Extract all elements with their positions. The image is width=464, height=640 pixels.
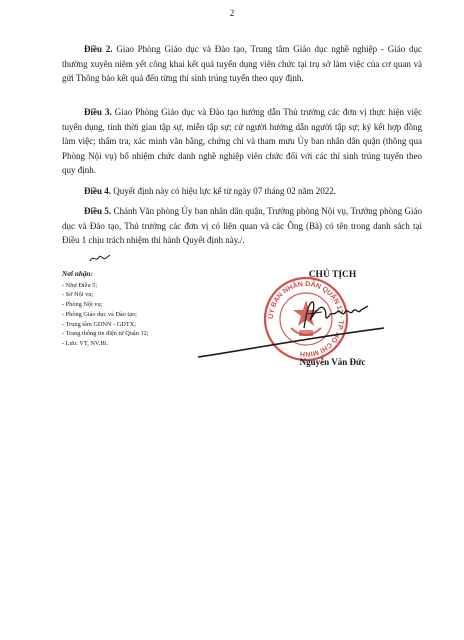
article-3 bbox=[62, 105, 422, 182]
seal-text: ỦY BAN NHÂN DÂN QUẬN 12 · TP. HỒ CHÍ MINH bbox=[267, 280, 345, 358]
recipient-item: - Trang thông tin điện tử Quận 12; bbox=[62, 330, 149, 338]
signer-name: Nguyễn Văn Đức bbox=[299, 357, 366, 367]
paraph-mark bbox=[89, 252, 111, 264]
page-number: 2 bbox=[229, 8, 235, 18]
recipient-item: - Như Điều 5; bbox=[62, 281, 98, 289]
article-5-label: Điều 5. bbox=[84, 206, 112, 216]
article-4-label: Điều 4. bbox=[84, 186, 111, 196]
article-4-text: Quyết định này có hiệu lực kể từ ngày 07 tháng 02 năm 2022. bbox=[113, 186, 336, 196]
signature-stroke bbox=[196, 324, 386, 360]
article-3-paragraph bbox=[62, 105, 422, 178]
recipient-item: - Phòng Nội vụ; bbox=[62, 301, 103, 309]
article-5 bbox=[62, 204, 422, 252]
article-5-text: Chánh Văn phòng Ủy ban nhân dân quận, Trưởng phòng Nội vụ, Trưởng phòng Giáo dục và Đào tạo, Thủ trưởng các đơn vị có liên quan và các Ông (Bà) có tên trong danh sách tại Điều 1 chịu trách nhiệm thi hành Quyết định này./. bbox=[62, 206, 423, 246]
signer-title: CHỦ TỊCH bbox=[308, 270, 357, 280]
article-4-paragraph bbox=[62, 184, 422, 199]
article-4 bbox=[62, 184, 422, 203]
article-2-label: Điều 2. bbox=[84, 44, 113, 54]
article-3-label: Điều 3. bbox=[84, 107, 112, 117]
recipient-item: - Lưu: VT, NV.Hi. bbox=[62, 339, 109, 347]
recipient-item: - Trung tâm GDNN - GDTX; bbox=[62, 320, 136, 328]
article-2 bbox=[62, 42, 422, 90]
article-2-text: Giao Phòng Giáo dục và Đào tạo, Trung tâm Giáo dục nghề nghiệp - Giáo dục thường xuyên niêm yết công khai kết quả tuyển dụng viên chức tại trụ sở làm việc của cơ quan và gửi Thông báo kết quả đến từng thí sinh trúng tuyển theo quy định. bbox=[62, 44, 422, 84]
recipients-title: Nơi nhận: bbox=[62, 270, 93, 278]
article-5-paragraph bbox=[62, 204, 422, 248]
recipient-item: - Phòng Giáo dục và Đào tạo; bbox=[62, 310, 137, 318]
article-3-text: Giao Phòng Giáo dục và Đào tạo hướng dẫn Thủ trưởng các đơn vị thực hiện việc tuyển dụng, tính thời gian tập sự, miễn tập sự; cử người hướng dẫn người tập sự; ký kết hợp đồng làm việc; thẩm tra, xác minh văn bằng, chứng chỉ và tham mưu Ủy ban nhân dân quận (thông qua Phòng Nội vụ) bổ nhiệm chức danh nghề nghiệp viên chức đối với các thí sinh trúng tuyển theo quy định. bbox=[62, 107, 423, 176]
article-2-paragraph bbox=[62, 42, 422, 86]
recipient-item: - Sở Nội vụ; bbox=[62, 291, 94, 299]
